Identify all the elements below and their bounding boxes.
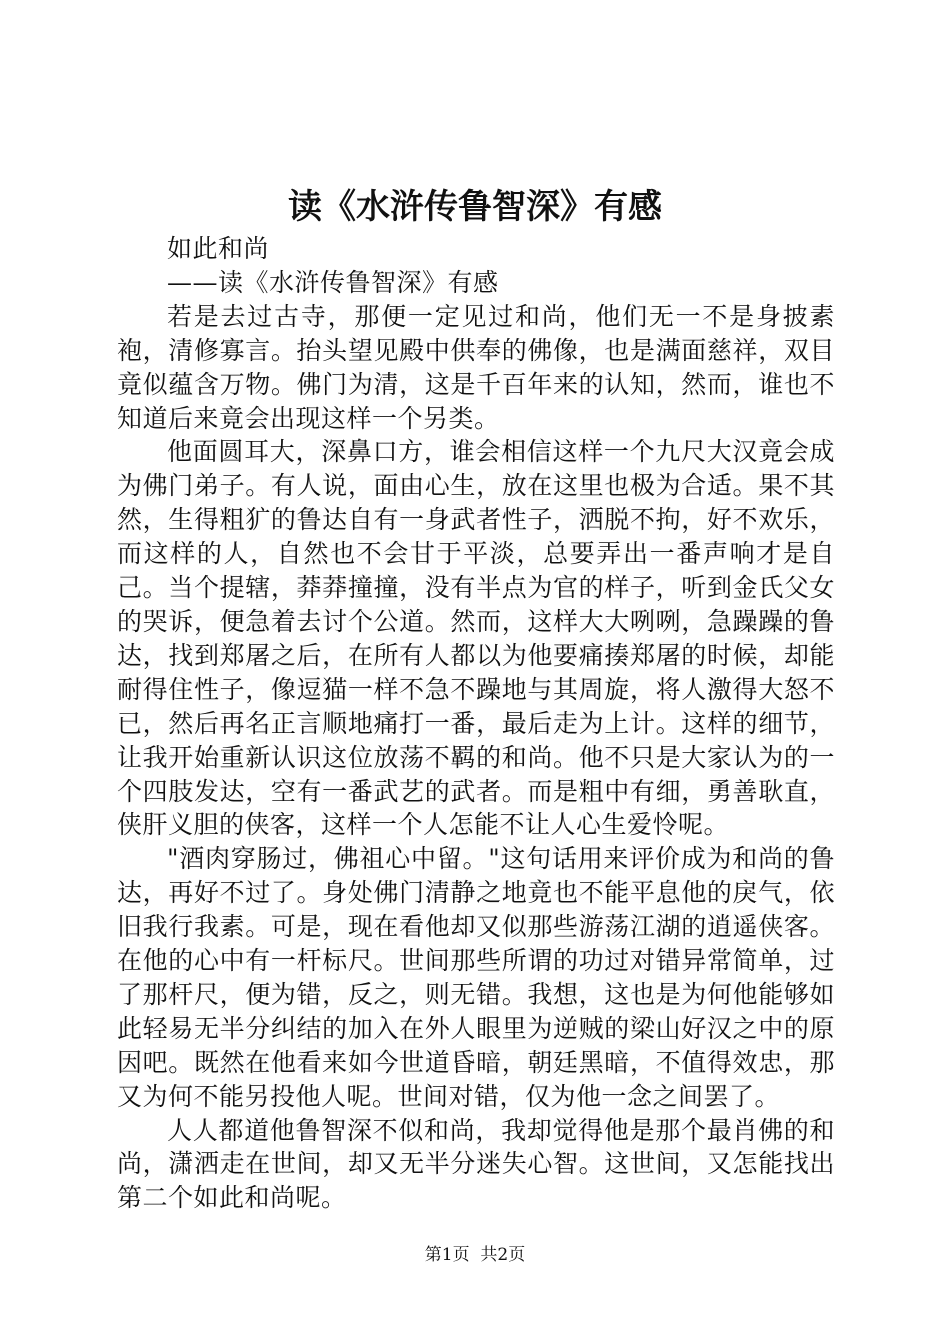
page-total: 共2页 <box>480 1245 526 1265</box>
page-footer <box>0 1243 950 1267</box>
body-paragraph: "酒肉穿肠过，佛祖心中留。"这句话用来评价成为和尚的鲁达，再好不过了。身处佛门清静之地竟也不能平息他的戾气，依旧我行我素。可是，现在看他却又似那些游荡江湖的逍遥侠客。在他的心中有一杆标尺。世间那些所谓的功过对错异常简单，过了那杆尺，便为错，反之，则无错。我想，这也是为何他能够如此轻易无半分纠结的加入在外人眼里为逆贼的梁山好汉之中的原因吧。既然在他看来如今世道昏暗，朝廷黑暗，不值得效忠，那又为何不能另投他人呢。世间对错，仅为他一念之间罢了。 <box>117 844 835 1111</box>
subtitle-line: 如此和尚 <box>167 234 270 263</box>
body-paragraph: 他面圆耳大，深鼻口方，谁会相信这样一个九尺大汉竟会成为佛门弟子。有人说，面由心生，放在这里也极为合适。果不其然，生得粗犷的鲁达自有一身武者性子，洒脱不拘，好不欢乐，而这样的人，自然也不会甘于平淡，总要弄出一番声响才是自己。当个提辖，莽莽撞撞，没有半点为官的样子，听到金氏父女的哭诉，便急着去讨个公道。然而，这样大大咧咧，急躁躁的鲁达，找到郑屠之后，在所有人都以为他要痛揍郑屠的时候，却能耐得住性子，像逗猫一样不急不躁地与其周旋，将人激得大怒不已，然后再名正言顺地痛打一番，最后走为上计。这样的细节，让我开始重新认识这位放荡不羁的和尚。他不只是大家认为的一个四肢发达，空有一番武艺的武者。而是粗中有细，勇善耿直，侠肝义胆的侠客，这样一个人怎能不让人心生爱怜呢。 <box>117 437 835 840</box>
subtitle-line: ——读《水浒传鲁智深》有感 <box>167 267 499 297</box>
body-paragraph: 人人都道他鲁智深不似和尚，我却觉得他是那个最肖佛的和尚，潇洒走在世间，却又无半分迷失心智。这世间，又怎能找出第二个如此和尚呢。 <box>117 1115 835 1213</box>
body-paragraph: 若是去过古寺，那便一定见过和尚，他们无一不是身披素袍，清修寡言。抬头望见殿中供奉的佛像，也是满面慈祥，双目竟似蕴含万物。佛门为清，这是千百年来的认知，然而，谁也不知道后来竟会出现这样一个另类。 <box>117 301 835 433</box>
page-number: 第1页 <box>424 1245 470 1265</box>
document-body <box>117 232 835 1215</box>
footer-separator <box>470 1245 481 1265</box>
document-title: 读《水浒传鲁智深》有感 <box>288 187 662 227</box>
